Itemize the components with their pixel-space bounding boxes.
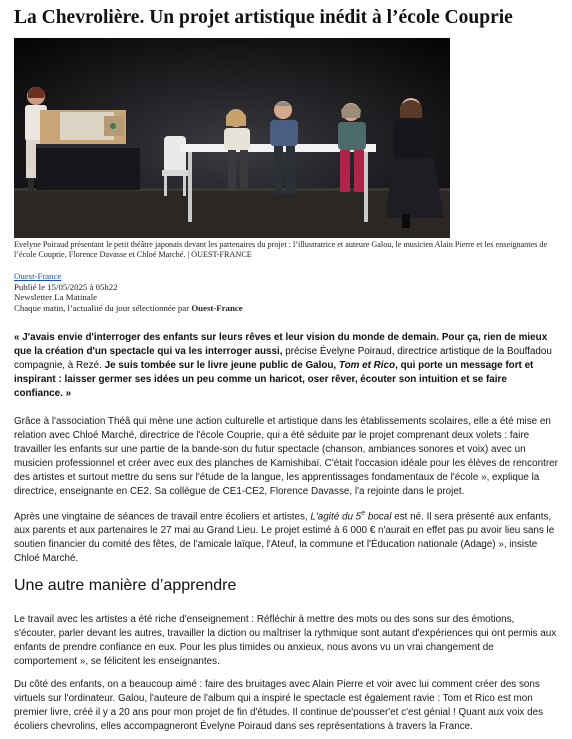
- newsletter-name: Newsletter La Matinale: [14, 292, 98, 303]
- article-title: La Chevrolière. Un projet artistique inédit à l’école Couprie: [14, 7, 513, 28]
- body-paragraph-1: Grâce à l'association Théâ qui mène une action culturelle et artistique dans les établissements scolaires, elle a été mise en relation avec Chloé Marché, directrice de l'école Couprie, qui a été séduite par le projet comprenant deux volets : faire travailler les enfants sur une partie de la bande-son du futur spectacle (chanson, ambiances sonores et voix) avec un musicien professionnel et créer avec eux des planches de Kamishibaï. C'était l'occasion idéale pour les élèves de rencontrer des artistes et surtout mettre du sens sur l'étude de la langue, les apprentissages fondamentaux de l'école », explique la directrice, enseignante en CE2. Sa collègue de CE1-CE2, Florence Davasse, l'a rejointe dans le projet.: [14, 416, 558, 497]
- article-meta: [14, 271, 560, 313]
- article-photo: [14, 38, 450, 238]
- section-heading: Une autre manière d’apprendre: [14, 577, 237, 594]
- stage-photo-illustration: [14, 38, 450, 238]
- lead-paragraph: « J'avais envie d'interroger des enfants sur leurs rêves et leur vision du monde de demain. Pour ça, rien de mieux que la création d'un spectacle qui va les interroger aussi, précise Évelyne Poiraud, directrice artistique de la Bouffadou compagnie, à Rezé. Je suis tombée sur le livre jeune public de Galou, Tom et Rico, qui porte un message fort et inspirant : laisser germer ses idées un peu comme un haricot, oser rêver, écouter son intuition et se faire confiance. »: [14, 332, 552, 399]
- source-link[interactable]: Ouest-France: [14, 271, 62, 281]
- body-paragraph-3: Le travail avec les artistes a été riche d'enseignement : Réfléchir à mettre des mots ou des sons sur des émotions, s'écouter, parler devant les autres, travailler la diction ou maîtriser la rythmique sont autant d'expériences qui ont permis aux enfants de prendre confiance en eux. Pour les plus timides ou anxieux, nous avons vu un vrai changement de comportement », se félicitent les enseignantes.: [14, 614, 557, 667]
- body-paragraph-2: Après une vingtaine de séances de travail entre écoliers et artistes, L'agité du 5e bocal est né. Il sera présenté aux enfants, aux parents et aux partenaires le 27 mai au Grand Lieu. Le projet estimé à 6 000 € n'aurait en effet pas pu avoir lieu sans le soutien financier du comité des fêtes, de l'amicale laïque, l'Ateuf, la commune et l'Éducation nationale (Adage) », insiste Chloé Marché.: [14, 510, 555, 565]
- photo-caption: Evelyne Poiraud présentant le petit théâtre japonais devant les partenaires du projet : l’illustratrice et auteure Galou, le musicien Alain Pierre et les enseignantes de l’école Couprie, Florence Davasse et Chloé Marché. | OUEST-FRANCE: [14, 240, 548, 259]
- publish-date: Publié le 15/05/2025 à 05h22: [14, 281, 118, 292]
- body-paragraph-4: Du côté des enfants, on a beaucoup aimé : faire des bruitages avec Alain Pierre et voir avec lui comment créer des sons virtuels sur l'ordinateur. Galou, l'auteure de l'album qui a inspiré le spectacle est également ravie : Tom et Rico est mon premier livre, créé il y a 20 ans pour mon projet de fin d'études. Il continue de'pousser'et c'est génial ! Quant aux voix des écoliers chevrolins, elles accompagneront Évelyne Poiraud dans ses représentations à travers la France.: [14, 679, 544, 732]
- newsletter-brand: Ouest-France: [191, 302, 243, 313]
- newsletter-description: Chaque matin, l’actualité du jour sélectionnée par Ouest-France: [14, 302, 243, 313]
